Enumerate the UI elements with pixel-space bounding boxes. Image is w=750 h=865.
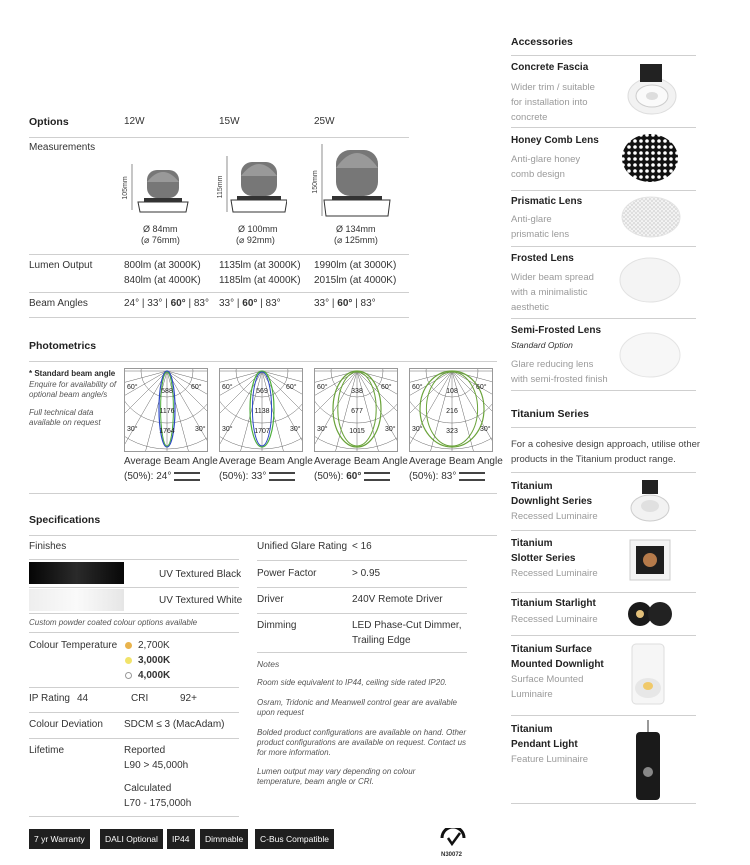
series-slotter-title: Titanium Slotter Series	[511, 538, 576, 564]
acc-honeycomb-desc: Anti-glare honey comb design	[511, 154, 581, 180]
diameter-25w: Ø 134mm	[336, 224, 376, 234]
polar-1-value-2: 1176	[159, 408, 175, 415]
lumen-12w-4000: 840lm (at 4000K)	[124, 275, 201, 286]
polar-4-value-1: 108	[446, 388, 458, 395]
polar-3-deg60-left: 60°	[317, 384, 328, 391]
acc-prismatic-title: Prismatic Lens	[511, 196, 583, 207]
height-label-25w: 150mm	[312, 170, 319, 194]
polar-2-deg60-right: 60°	[286, 384, 297, 391]
polar-4-deg60-left: 60°	[412, 384, 423, 391]
series-pendant-desc: Feature Luminaire	[511, 754, 589, 765]
acc-prismatic-desc: Anti-glare prismatic lens	[511, 214, 570, 240]
badge-dali: DALI Optional	[100, 829, 163, 849]
polar-1-deg60-left: 60°	[127, 384, 138, 391]
badge-cbus: C-Bus Compatible	[255, 829, 334, 849]
note-1: Room side equivalent to IP44, ceiling side rated IP20.	[257, 678, 447, 687]
note-3: Bolded product configurations are available on hand. Other product configurations are available on request. Contact us for more information.	[257, 728, 467, 757]
power-factor-value: > 0.95	[352, 568, 381, 579]
diameter-12w: Ø 84mm	[143, 224, 178, 234]
options-heading: Options	[29, 116, 69, 128]
temp-4000: 4,000K	[125, 670, 170, 681]
beam-caption-4: Average Beam Angle (50%): 83°	[409, 456, 503, 482]
finishes-label: Finishes	[29, 541, 67, 552]
honeycomb-lens-image	[620, 132, 680, 184]
polar-1-deg60-right: 60°	[191, 384, 202, 391]
finish-white-label: UV Textured White	[159, 595, 243, 606]
beam-15w: 33° | 60° | 83°	[219, 298, 281, 309]
series-starlight-desc: Recessed Luminaire	[511, 614, 598, 625]
cutout-12w: (⌀ 76mm)	[141, 235, 180, 245]
dimming-label: Dimming	[257, 620, 297, 631]
series-slotter-desc: Recessed Luminaire	[511, 568, 598, 579]
semi-frosted-lens-image	[618, 330, 682, 380]
pendant-light-image	[628, 720, 668, 804]
beam-12w: 24° | 33° | 60° | 83°	[124, 298, 209, 309]
lumen-12w-3000: 800lm (at 3000K)	[124, 260, 201, 271]
series-downlight-title: Titanium Downlight Series	[511, 481, 593, 507]
polar-3-deg60-right: 60°	[381, 384, 392, 391]
polar-2-deg30-right: 30°	[290, 426, 301, 433]
dimming-value-1: LED Phase-Cut Dimmer,	[352, 620, 462, 631]
standard-beam-note: * Standard beam angle	[29, 369, 116, 378]
finish-black-label: UV Textured Black	[159, 569, 242, 580]
polar-3-deg30-right: 30°	[385, 426, 396, 433]
power-factor-label: Power Factor	[257, 568, 317, 579]
cri-value: 92+	[180, 693, 197, 704]
acc-semifrosted-title: Semi-Frosted Lens	[511, 325, 602, 336]
colour-deviation-value: SDCM ≤ 3 (MacAdam)	[124, 719, 225, 730]
acc-concrete-desc: Wider trim / suitable for installation into concrete	[511, 82, 595, 123]
ip-rating-value: 44	[77, 693, 89, 704]
polar-2-value-2: 1138	[254, 408, 270, 415]
titanium-intro: For a cohesive design approach, utilise other products in the Titanium product range.	[511, 439, 701, 465]
polar-diagram-3	[314, 368, 398, 452]
badge-ip44: IP44	[167, 829, 195, 849]
series-downlight-desc: Recessed Luminaire	[511, 511, 598, 522]
notes-label: Notes	[257, 659, 280, 669]
polar-2-deg30-left: 30°	[222, 426, 233, 433]
cutout-15w: (⌀ 92mm)	[236, 235, 275, 245]
acc-honeycomb-title: Honey Comb Lens	[511, 135, 599, 146]
starlight-image	[624, 596, 676, 632]
beam-caption-1: Average Beam Angle (50%): 24°	[124, 456, 218, 482]
ugr-label: Unified Glare Rating	[257, 541, 348, 552]
ip-rating-label: IP Rating	[29, 693, 70, 704]
model-15w: 15W	[219, 116, 240, 127]
polar-3-value-3: 1015	[349, 428, 365, 435]
polar-1-deg30-right: 30°	[195, 426, 206, 433]
polar-4-deg30-right: 30°	[480, 426, 491, 433]
calculated-label: Calculated	[124, 783, 172, 794]
photometrics-heading: Photometrics	[29, 340, 97, 352]
height-label-12w: 105mm	[122, 176, 129, 200]
beam-caption-2: Average Beam Angle (50%): 33°	[219, 456, 313, 482]
badge-warranty: 7 yr Warranty	[29, 829, 90, 849]
enquire-note: Enquire for availability of optional beam angle/s	[29, 380, 117, 399]
acc-frosted-desc: Wider beam spread with a minimalistic aesthetic	[511, 272, 594, 313]
swatch-white	[29, 589, 124, 611]
badge-dimmable: Dimmable	[200, 829, 248, 849]
lamp-drawing-12w	[120, 158, 190, 220]
polar-4-deg30-left: 30°	[412, 426, 423, 433]
custom-colour-note: Custom powder coated colour options available	[29, 618, 198, 627]
measurements-label: Measurements	[29, 142, 96, 153]
polar-diagram-1	[124, 368, 208, 452]
height-label-15w: 115mm	[217, 175, 224, 199]
model-12w: 12W	[124, 116, 145, 127]
full-tech-note: Full technical data available on request	[29, 408, 101, 427]
beam-label: Beam Angles	[29, 298, 88, 309]
titanium-series-heading: Titanium Series	[511, 408, 590, 420]
rcm-certification-icon	[438, 828, 468, 850]
surface-mounted-image	[624, 640, 672, 712]
temp-3000: 3,000K	[125, 655, 170, 666]
polar-1-value-3: 1764	[159, 428, 175, 435]
polar-2-value-3: 1707	[254, 428, 270, 435]
series-surface-desc: Surface Mounted Luminaire	[511, 674, 584, 700]
polar-diagram-4	[409, 368, 493, 452]
swatch-black	[29, 562, 124, 584]
driver-value: 240V Remote Driver	[352, 594, 443, 605]
polar-diagram-2	[219, 368, 303, 452]
downlight-series-image	[628, 478, 672, 524]
polar-4-deg60-right: 60°	[476, 384, 487, 391]
specifications-heading: Specifications	[29, 514, 101, 526]
polar-4-value-2: 216	[446, 408, 458, 415]
beam-caption-3: Average Beam Angle (50%): 60°	[314, 456, 408, 482]
prismatic-lens-image	[620, 194, 682, 240]
accessories-heading: Accessories	[511, 36, 573, 48]
frosted-lens-image	[618, 255, 682, 305]
model-25w: 25W	[314, 116, 335, 127]
lumen-15w-3000: 1135lm (at 3000K)	[219, 260, 301, 271]
beam-25w: 33° | 60° | 83°	[314, 298, 376, 309]
acc-concrete-title: Concrete Fascia	[511, 62, 589, 73]
lumen-25w-3000: 1990lm (at 3000K)	[314, 260, 397, 271]
polar-1-value-1: 588	[161, 388, 173, 395]
acc-semifrosted-desc: Glare reducing lens with semi-frosted finish	[511, 359, 608, 385]
cutout-25w: (⌀ 125mm)	[334, 235, 378, 245]
standard-option-label: Standard Option	[511, 340, 573, 350]
polar-3-deg30-left: 30°	[317, 426, 328, 433]
polar-2-value-1: 569	[256, 388, 268, 395]
note-2: Osram, Tridonic and Meanwell control gear are available upon request	[257, 698, 457, 717]
polar-3-value-1: 338	[351, 388, 363, 395]
acc-frosted-title: Frosted Lens	[511, 253, 574, 264]
note-4: Lumen output may vary depending on colour temperature, beam angle or CRI.	[257, 767, 416, 786]
polar-4-value-3: 323	[446, 428, 458, 435]
driver-label: Driver	[257, 594, 284, 605]
series-starlight-title: Titanium Starlight	[511, 598, 596, 609]
series-pendant-title: Titanium Pendant Light	[511, 724, 578, 750]
temp-2700: 2,700K	[125, 640, 170, 651]
concrete-fascia-image	[622, 60, 682, 120]
polar-1-deg30-left: 30°	[127, 426, 138, 433]
colour-deviation-label: Colour Deviation	[29, 719, 103, 730]
lamp-drawing-25w	[310, 140, 392, 222]
lumen-15w-4000: 1185lm (at 4000K)	[219, 275, 301, 286]
slotter-series-image	[628, 538, 672, 582]
diameter-15w: Ø 100mm	[238, 224, 278, 234]
lamp-drawing-15w	[215, 150, 287, 220]
cri-label: CRI	[131, 693, 149, 704]
lifetime-label: Lifetime	[29, 745, 65, 756]
reported-value: L90 > 45,000h	[124, 760, 189, 771]
colour-temp-label: Colour Temperature	[29, 640, 118, 651]
lumen-label: Lumen Output	[29, 260, 93, 271]
ugr-value: < 16	[352, 541, 372, 552]
dimming-value-2: Trailing Edge	[352, 635, 411, 646]
lumen-25w-4000: 2015lm (at 4000K)	[314, 275, 397, 286]
polar-2-deg60-left: 60°	[222, 384, 233, 391]
cert-code: N30072	[441, 852, 463, 858]
series-surface-title: Titanium Surface Mounted Downlight	[511, 644, 604, 670]
reported-label: Reported	[124, 745, 166, 756]
polar-3-value-2: 677	[351, 408, 363, 415]
calculated-value: L70 - 175,000h	[124, 798, 192, 809]
